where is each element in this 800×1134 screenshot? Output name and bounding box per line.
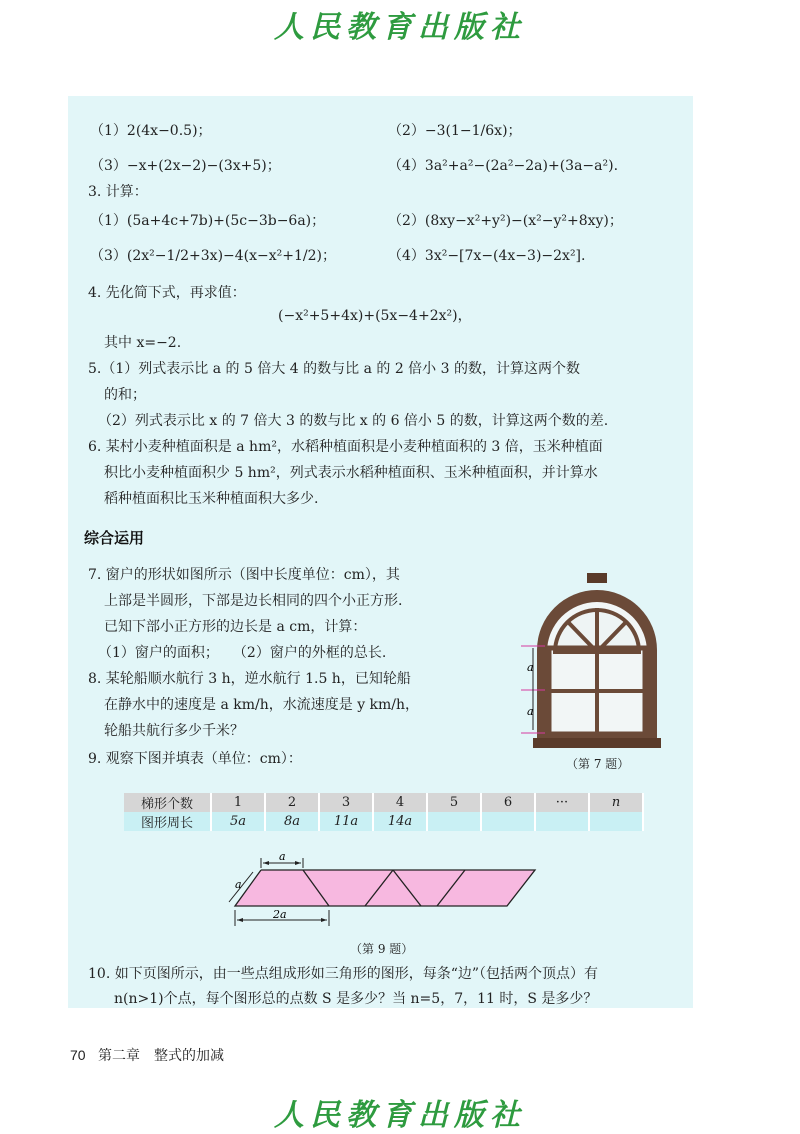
- table-cell: n: [589, 793, 643, 812]
- table-cell: 6: [481, 793, 535, 812]
- page-number: 70: [70, 1047, 86, 1063]
- window-label-a-upper: a: [527, 661, 534, 674]
- table-cell: 14a: [373, 812, 427, 831]
- publisher-logo-bottom: 人民教育出版社: [274, 1098, 526, 1133]
- problem-8b: 在静水中的速度是 a km/h，水流速度是 y km/h，: [104, 697, 420, 713]
- table-cell: [427, 812, 481, 831]
- problem-8c: 轮船共航行多少千米？: [104, 723, 244, 739]
- problem-2-3: （3）−x+(2x−2)−(3x+5)；: [90, 158, 281, 174]
- problem-8a: 8. 某轮船顺水航行 3 h，逆水航行 1.5 h，已知轮船: [88, 671, 411, 687]
- problem-2-2: （2）−3(1−1/6x)；: [388, 123, 522, 139]
- problem-5-1b: 的和；: [104, 387, 146, 403]
- trapezoid-label-top: a: [279, 850, 286, 863]
- chapter-title: 第二章 整式的加减: [98, 1048, 225, 1064]
- window-figure: [515, 570, 665, 750]
- trapezoid-label-side: a: [235, 878, 242, 891]
- trapezoid-label-bottom: 2a: [273, 908, 287, 921]
- problem-9: 9. 观察下图并填表（单位：cm）：: [88, 751, 302, 767]
- table-cell: [481, 812, 535, 831]
- table-cell: 1: [211, 793, 265, 812]
- table-cell: 梯形个数: [124, 793, 211, 812]
- table-cell: [589, 812, 643, 831]
- figure-7-caption: （第 7 题）: [566, 757, 630, 771]
- trapezoid-figure: [225, 850, 555, 930]
- problem-6c: 稻种植面积比玉米种植面积大多少.: [104, 491, 319, 507]
- table-cell: 图形周长: [124, 812, 211, 831]
- problem-2-4: （4）3a²+a²−(2a²−2a)+(3a−a²).: [388, 158, 619, 174]
- problem-7b: 上部是半圆形，下部是边长相同的四个小正方形.: [104, 593, 403, 609]
- problem-5-1a: 5.（1）列式表示比 a 的 5 倍大 4 的数与比 a 的 2 倍小 3 的数，计算这两个数: [88, 361, 580, 377]
- table-cell: 3: [319, 793, 373, 812]
- problem-4-title: 4. 先化简下式，再求值：: [88, 285, 246, 301]
- problem-3-title: 3. 计算：: [88, 184, 148, 200]
- problem-3-2: （2）(8xy−x²+y²)−(x²−y²+8xy)；: [388, 213, 623, 229]
- problem-3-4: （4）3x²−[7x−(4x−3)−2x²].: [388, 248, 586, 264]
- problem-7a: 7. 窗户的形状如图所示（图中长度单位：cm），其: [88, 567, 400, 583]
- problem-6a: 6. 某村小麦种植面积是 a hm²，水稻种植面积是小麦种植面积的 3 倍，玉米种植面: [88, 439, 603, 455]
- table-cell: 2: [265, 793, 319, 812]
- table-cell: ···: [535, 793, 589, 812]
- problem-4-condition: 其中 x=−2.: [104, 335, 182, 351]
- section-heading: 综合运用: [84, 529, 145, 547]
- table-cell: 4: [373, 793, 427, 812]
- problem-4-expression: (−x²+5+4x)+(5x−4+2x²)，: [278, 308, 472, 324]
- problem-7d: （1）窗户的面积； （2）窗户的外框的总长.: [98, 645, 387, 661]
- problem-3-1: （1）(5a+4c+7b)+(5c−3b−6a)；: [90, 213, 326, 229]
- problem-3-3: （3）(2x²−1/2+3x)−4(x−x²+1/2)；: [90, 248, 336, 264]
- table-cell: 8a: [265, 812, 319, 831]
- table-cell: 5a: [211, 812, 265, 831]
- problem-10a: 10. 如下页图所示，由一些点组成形如三角形的图形，每条“边”（包括两个顶点）有: [88, 966, 599, 982]
- problem-2-1: （1）2(4x−0.5)；: [90, 123, 212, 139]
- problem-5-2: （2）列式表示比 x 的 7 倍大 3 的数与比 x 的 6 倍小 5 的数，计算这两个数的差.: [98, 413, 609, 429]
- publisher-logo-top: 人民教育出版社: [274, 10, 526, 45]
- table-value-row: [124, 812, 643, 831]
- problem-10b: n(n>1)个点，每个图形总的点数 S 是多少？当 n=5，7，11 时，S 是多少？: [114, 991, 598, 1007]
- problem-6b: 积比小麦种植面积少 5 hm²，列式表示水稻种植面积、玉米种植面积，并计算水: [104, 465, 598, 481]
- table-header-row: [124, 793, 643, 812]
- table-cell: 5: [427, 793, 481, 812]
- window-label-a-lower: a: [527, 705, 534, 718]
- table-cell: [535, 812, 589, 831]
- figure-9-caption: （第 9 题）: [350, 942, 414, 956]
- perimeter-table: [124, 793, 644, 831]
- table-cell: 11a: [319, 812, 373, 831]
- problem-7c: 已知下部小正方形的边长是 a cm，计算：: [104, 619, 367, 635]
- page-footer: [70, 1045, 224, 1065]
